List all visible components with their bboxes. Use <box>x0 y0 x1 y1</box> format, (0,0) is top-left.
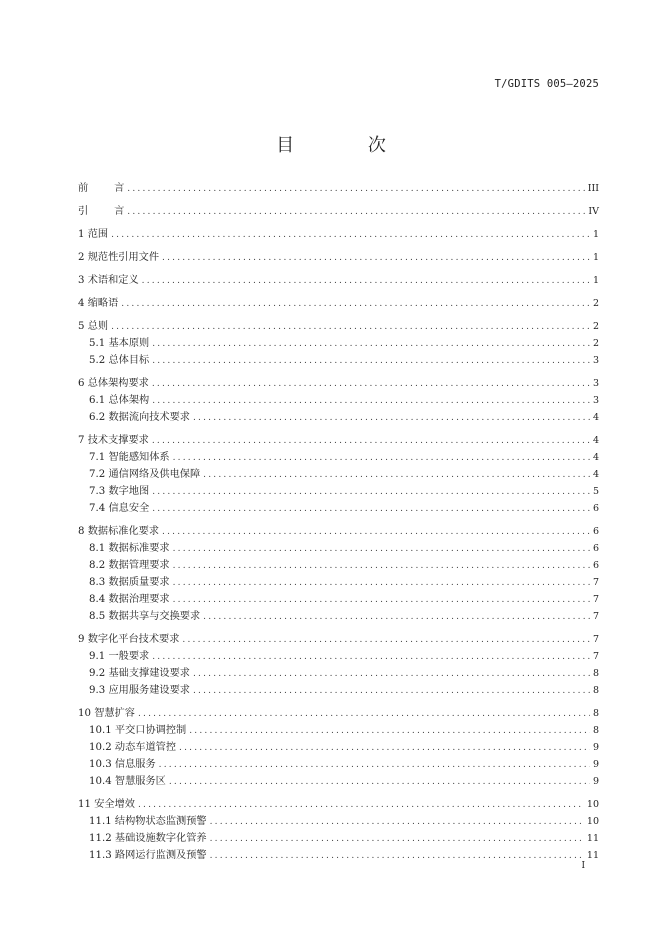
toc-entry[interactable] <box>78 591 599 608</box>
table-of-contents <box>78 180 599 864</box>
toc-entry-label: 7.4 信息安全 <box>89 503 150 514</box>
toc-entry-label: 7.2 通信网络及供电保障 <box>89 469 201 480</box>
dot-leader <box>173 558 590 575</box>
toc-entry-page: 2 <box>592 298 599 309</box>
toc-entry-page: 6 <box>592 560 599 571</box>
toc-entry[interactable] <box>78 226 599 243</box>
toc-entry[interactable] <box>78 705 599 722</box>
toc-entry-label: 6.1 总体架构 <box>89 395 150 406</box>
toc-entry-label: 5.2 总体目标 <box>89 355 150 366</box>
toc-entry-page: III <box>587 183 599 194</box>
toc-entry-page: 1 <box>592 275 599 286</box>
toc-entry[interactable] <box>78 665 599 682</box>
toc-entry-page: 8 <box>592 685 599 696</box>
toc-entry-label: 1 范围 <box>78 229 109 240</box>
toc-entry-page: 9 <box>592 776 599 787</box>
dot-leader <box>152 336 590 353</box>
toc-entry[interactable] <box>78 249 599 266</box>
dot-leader <box>182 632 590 649</box>
toc-title: 目 次 <box>276 135 420 156</box>
toc-entry-page: 7 <box>592 634 599 645</box>
toc-entry[interactable] <box>78 523 599 540</box>
dot-leader <box>173 541 590 558</box>
toc-entry[interactable] <box>78 449 599 466</box>
toc-entry-label: 11 安全增效 <box>78 799 135 810</box>
toc-entry-label: 4 缩略语 <box>78 298 119 309</box>
dot-leader <box>162 250 590 267</box>
dot-leader <box>111 227 590 244</box>
toc-entry[interactable] <box>78 375 599 392</box>
toc-entry-label: 10.4 智慧服务区 <box>89 776 166 787</box>
toc-entry-page: 5 <box>592 486 599 497</box>
dot-leader <box>142 273 590 290</box>
toc-entry[interactable] <box>78 272 599 289</box>
toc-entry[interactable] <box>78 847 599 864</box>
toc-entry[interactable] <box>78 682 599 699</box>
toc-entry[interactable] <box>78 466 599 483</box>
toc-entry-label: 8.2 数据管理要求 <box>89 560 170 571</box>
toc-entry-label: 10 智慧扩容 <box>78 708 135 719</box>
toc-entry[interactable] <box>78 796 599 813</box>
toc-entry-page: IV <box>588 206 599 217</box>
toc-entry[interactable] <box>78 500 599 517</box>
toc-entry-page: 8 <box>592 725 599 736</box>
toc-entry-label: 8.5 数据共享与交换要求 <box>89 611 201 622</box>
toc-entry-page: 6 <box>592 503 599 514</box>
toc-entry-label: 8.4 数据治理要求 <box>89 594 170 605</box>
dot-leader <box>127 204 585 221</box>
toc-entry[interactable] <box>78 631 599 648</box>
toc-entry-label: 前 言 <box>78 183 125 194</box>
toc-entry-page: 2 <box>592 338 599 349</box>
toc-entry[interactable] <box>78 773 599 790</box>
dot-leader <box>210 848 584 865</box>
toc-entry[interactable] <box>78 756 599 773</box>
dot-leader <box>193 666 590 683</box>
toc-entry[interactable] <box>78 295 599 312</box>
toc-entry-page: 1 <box>592 252 599 263</box>
toc-entry-label: 9.3 应用服务建设要求 <box>89 685 190 696</box>
toc-entry-page: 7 <box>592 594 599 605</box>
dot-leader <box>111 319 590 336</box>
toc-entry-label: 9 数字化平台技术要求 <box>78 634 180 645</box>
dot-leader <box>203 467 590 484</box>
toc-entry-page: 3 <box>592 355 599 366</box>
toc-entry[interactable] <box>78 648 599 665</box>
dot-leader <box>152 649 590 666</box>
toc-entry-page: 4 <box>592 469 599 480</box>
toc-entry[interactable] <box>78 540 599 557</box>
toc-entry-page: 9 <box>592 759 599 770</box>
dot-leader <box>193 410 590 427</box>
toc-entry-label: 7.1 智能感知体系 <box>89 452 170 463</box>
toc-entry-label: 引 言 <box>78 206 125 217</box>
dot-leader <box>179 740 590 757</box>
toc-entry-page: 8 <box>592 708 599 719</box>
toc-entry[interactable] <box>78 722 599 739</box>
dot-leader <box>203 609 590 626</box>
toc-entry[interactable] <box>78 432 599 449</box>
toc-entry[interactable] <box>78 335 599 352</box>
toc-entry-page: 11 <box>586 833 599 844</box>
toc-entry[interactable] <box>78 352 599 369</box>
toc-entry-page: 10 <box>586 816 599 827</box>
dot-leader <box>121 296 590 313</box>
toc-entry-page: 6 <box>592 543 599 554</box>
toc-entry-label: 9.1 一般要求 <box>89 651 150 662</box>
toc-entry-label: 11.3 路网运行监测及预警 <box>89 850 207 861</box>
toc-entry-label: 6.2 数据流向技术要求 <box>89 412 190 423</box>
toc-entry[interactable] <box>78 608 599 625</box>
dot-leader <box>152 353 590 370</box>
dot-leader <box>173 592 590 609</box>
dot-leader <box>210 831 584 848</box>
toc-entry-label: 7 技术支撑要求 <box>78 435 149 446</box>
toc-entry-page: 9 <box>592 742 599 753</box>
dot-leader <box>152 433 590 450</box>
toc-entry-page: 3 <box>592 378 599 389</box>
toc-entry[interactable] <box>78 813 599 830</box>
dot-leader <box>138 797 584 814</box>
toc-entry[interactable] <box>78 739 599 756</box>
dot-leader <box>152 376 590 393</box>
toc-entry-page: 6 <box>592 526 599 537</box>
toc-entry-page: 4 <box>592 452 599 463</box>
dot-leader <box>173 450 590 467</box>
toc-entry-page: 3 <box>592 395 599 406</box>
dot-leader <box>152 501 590 518</box>
page-number: I <box>581 861 585 871</box>
toc-entry-label: 8.1 数据标准要求 <box>89 543 170 554</box>
toc-entry-page: 7 <box>592 611 599 622</box>
toc-entry-page: 4 <box>592 412 599 423</box>
toc-entry[interactable] <box>78 483 599 500</box>
toc-entry-label: 6 总体架构要求 <box>78 378 149 389</box>
dot-leader <box>173 575 590 592</box>
toc-entry[interactable] <box>78 180 599 197</box>
toc-entry-label: 2 规范性引用文件 <box>78 252 160 263</box>
dot-leader <box>127 181 584 198</box>
toc-entry-label: 10.1 平交口协调控制 <box>89 725 187 736</box>
toc-entry[interactable] <box>78 318 599 335</box>
toc-entry-page: 2 <box>592 321 599 332</box>
toc-entry-page: 8 <box>592 668 599 679</box>
toc-entry[interactable] <box>78 203 599 220</box>
toc-entry-label: 5 总则 <box>78 321 109 332</box>
dot-leader <box>169 774 590 791</box>
dot-leader <box>138 706 590 723</box>
toc-entry-label: 10.2 动态车道管控 <box>89 742 177 753</box>
toc-entry-page: 11 <box>586 850 599 861</box>
dot-leader <box>152 393 590 410</box>
toc-entry-label: 11.2 基础设施数字化管养 <box>89 833 207 844</box>
toc-entry-label: 5.1 基本原则 <box>89 338 150 349</box>
toc-entry-label: 7.3 数字地图 <box>89 486 150 497</box>
toc-entry-page: 10 <box>586 799 599 810</box>
toc-entry[interactable] <box>78 409 599 426</box>
document-code: T/GDITS 005—2025 <box>494 78 599 90</box>
toc-entry-label: 8 数据标准化要求 <box>78 526 160 537</box>
toc-entry-label: 8.3 数据质量要求 <box>89 577 170 588</box>
toc-entry-label: 10.3 信息服务 <box>89 759 156 770</box>
toc-entry-label: 11.1 结构物状态监测预警 <box>89 816 207 827</box>
dot-leader <box>210 814 584 831</box>
dot-leader <box>152 484 590 501</box>
toc-entry[interactable] <box>78 392 599 409</box>
toc-entry-page: 4 <box>592 435 599 446</box>
toc-entry[interactable] <box>78 574 599 591</box>
toc-entry-label: 9.2 基础支撑建设要求 <box>89 668 190 679</box>
toc-entry-label: 3 术语和定义 <box>78 275 139 286</box>
toc-entry[interactable] <box>78 557 599 574</box>
dot-leader <box>193 683 590 700</box>
toc-entry-page: 1 <box>592 229 599 240</box>
dot-leader <box>159 757 590 774</box>
dot-leader <box>162 524 590 541</box>
toc-entry[interactable] <box>78 830 599 847</box>
toc-entry-page: 7 <box>592 577 599 588</box>
toc-entry-page: 7 <box>592 651 599 662</box>
dot-leader <box>189 723 590 740</box>
